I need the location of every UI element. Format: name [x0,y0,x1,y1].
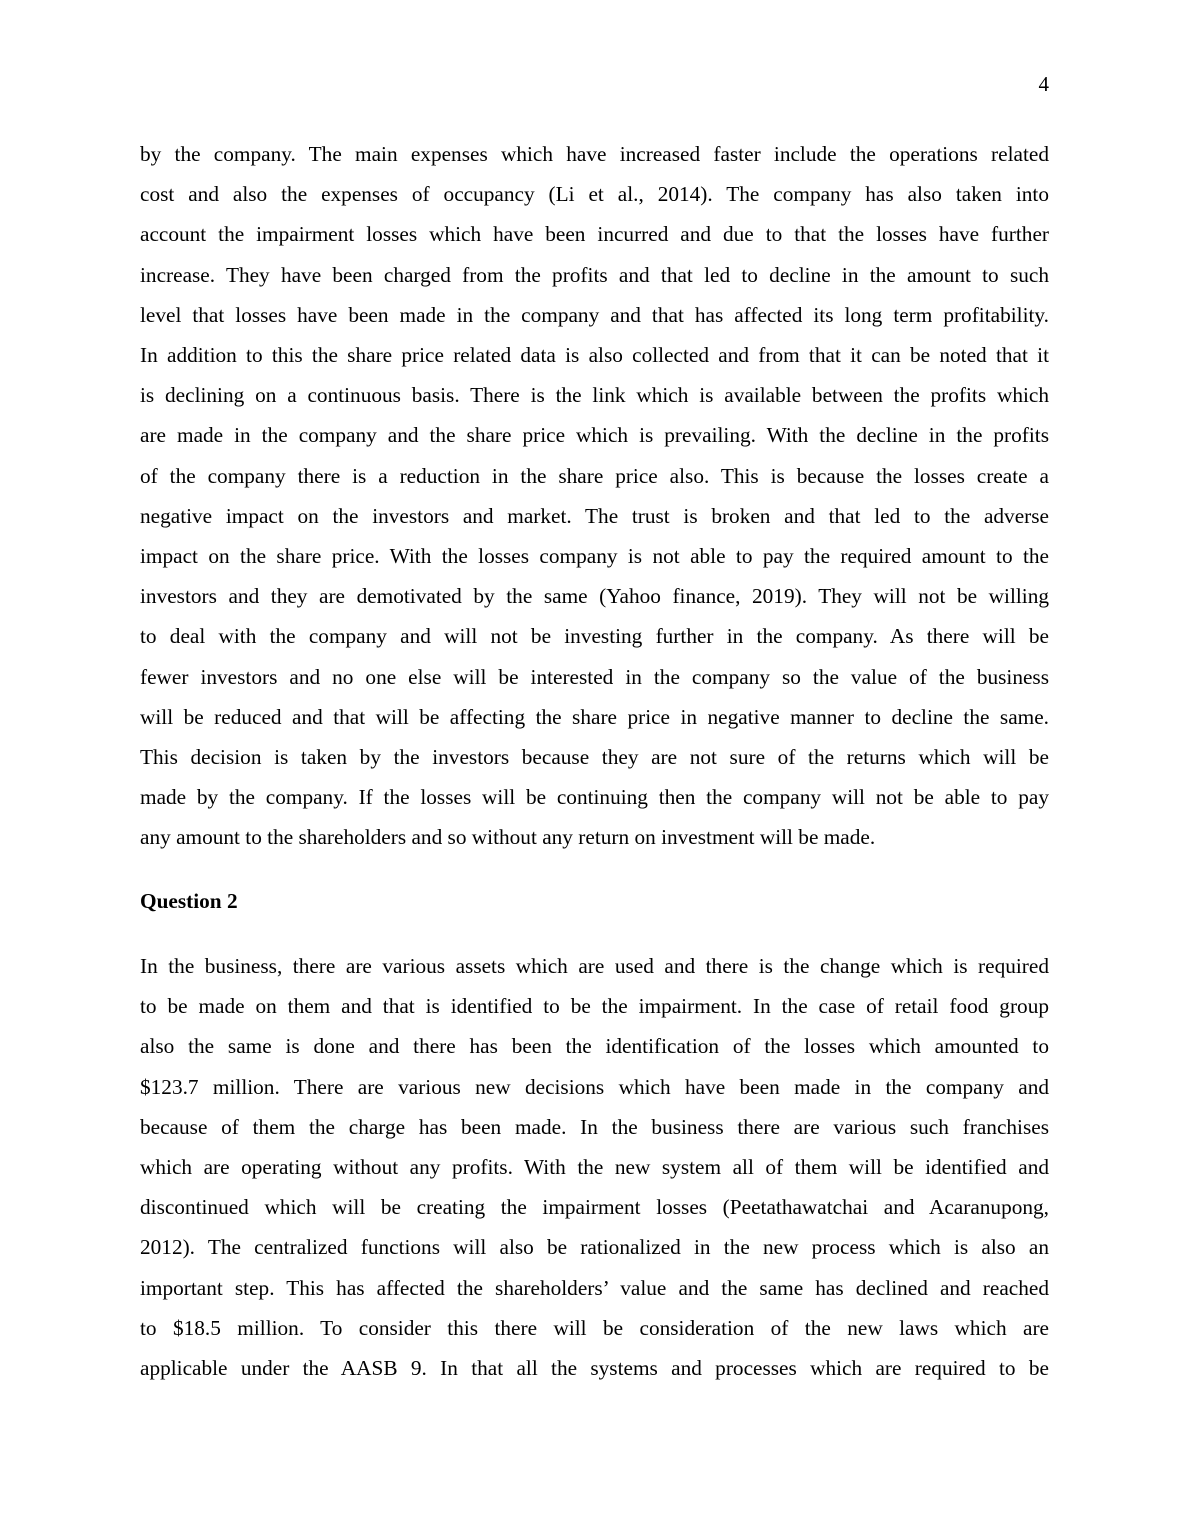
paragraph-line: important step. This has affected the shareholders’ value and the same has declined and reached [140,1275,1049,1300]
paragraph-line: fewer investors and no one else will be interested in the company so the value of the business [140,664,1049,689]
paragraph-line: to be made on them and that is identified to be the impairment. In the case of retail food group [140,994,1049,1019]
paragraph-2 [140,946,1049,1388]
paragraph-line: In the business, there are various assets which are used and there is the change which is required [140,954,1049,978]
paragraph-line: to $18.5 million. To consider this there will be consideration of the new laws which are [140,1315,1049,1340]
page-number: 4 [1038,72,1049,96]
paragraph-line: discontinued which will be creating the impairment losses (Peetathawatchai and Acaranupong, [140,1195,1049,1220]
paragraph-1 [140,134,1049,858]
paragraph-line: investors and they are demotivated by the same (Yahoo finance, 2019). They will not be willing [140,584,1049,609]
paragraph-line: because of them the charge has been made. In the business there are various such franchises [140,1114,1049,1139]
paragraph-line: also the same is done and there has been the identification of the losses which amounted to [140,1034,1049,1059]
paragraph-line: any amount to the shareholders and so without any return on investment will be made. [140,825,876,850]
paragraph-line: impact on the share price. With the losses company is not able to pay the required amount to the [140,544,1049,569]
paragraph-line: 2012). The centralized functions will also be rationalized in the new process which is also an [140,1235,1049,1260]
paragraph-line: is declining on a continuous basis. There is the link which is available between the profits which [140,383,1049,408]
paragraph-line: by the company. The main expenses which have increased faster include the operations related [140,142,1049,166]
paragraph-line: negative impact on the investors and market. The trust is broken and that led to the adverse [140,503,1049,528]
paragraph-line: cost and also the expenses of occupancy (Li et al., 2014). The company has also taken into [140,182,1049,207]
paragraph-line: increase. They have been charged from the profits and that led to decline in the amount to such [140,262,1049,287]
paragraph-line: made by the company. If the losses will be continuing then the company will not be able to pay [140,785,1049,810]
paragraph-line: will be reduced and that will be affecting the share price in negative manner to decline the same. [140,704,1049,729]
section-heading: Question 2 [140,889,238,913]
paragraph-line: This decision is taken by the investors because they are not sure of the returns which will be [140,745,1049,770]
paragraph-line: level that losses have been made in the company and that has affected its long term profitability. [140,302,1049,327]
paragraph-line: are made in the company and the share price which is prevailing. With the decline in the profits [140,423,1049,448]
paragraph-line: In addition to this the share price related data is also collected and from that it can be noted that it [140,343,1049,368]
paragraph-line: account the impairment losses which have been incurred and due to that the losses have further [140,222,1049,247]
paragraph-line: $123.7 million. There are various new decisions which have been made in the company and [140,1074,1049,1099]
paragraph-line: to deal with the company and will not be investing further in the company. As there will be [140,624,1049,649]
paragraph-line: of the company there is a reduction in the share price also. This is because the losses create a [140,463,1049,488]
paragraph-line: applicable under the AASB 9. In that all the systems and processes which are required to be [140,1356,1049,1381]
paragraph-line: which are operating without any profits. With the new system all of them will be identified and [140,1155,1049,1180]
